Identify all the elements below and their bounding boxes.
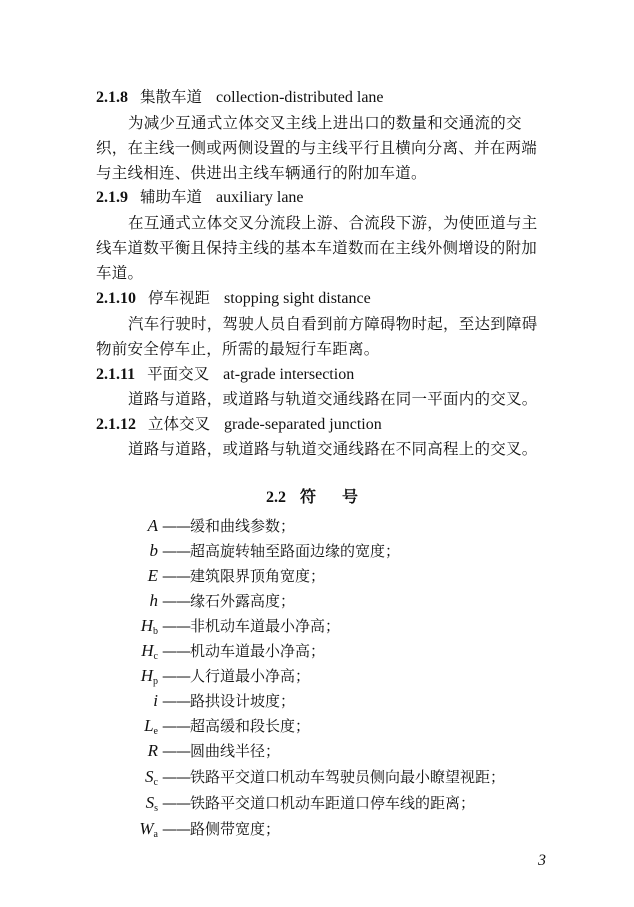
symbol-description: ——人行道最小净高；	[162, 667, 311, 685]
symbol-row	[110, 515, 570, 537]
definition-line: 道路与道路，或道路与轨道交通线路在同一平面内的交叉。	[128, 390, 538, 408]
symbol-row	[110, 740, 570, 762]
symbol-description: ——路侧带宽度；	[162, 820, 281, 838]
symbol: $L_e$	[144, 716, 158, 737]
symbol-description: ——圆曲线半径；	[162, 742, 281, 760]
symbol: i	[153, 691, 158, 710]
section-heading: 符号	[300, 487, 385, 506]
symbol-description: ——超高旋转轴至路面边缘的宽度；	[162, 542, 401, 560]
symbol: b	[149, 541, 158, 560]
symbol-description: ——机动车道最小净高；	[162, 642, 326, 660]
page-number: 3	[538, 852, 546, 869]
definition-line: 在互通式立体交叉分流段上游、合流段下游，为使匝道与主	[128, 214, 538, 232]
term-heading	[96, 363, 354, 386]
symbol: E	[147, 566, 158, 585]
term-chinese: 集散车道	[140, 88, 203, 106]
term-number: 2.1.10	[96, 290, 136, 307]
term-chinese: 停车视距	[148, 289, 211, 307]
term-chinese: 立体交叉	[148, 415, 211, 433]
symbol: $H_p$	[140, 666, 158, 687]
symbol-description: ——铁路平交道口机动车驾驶员侧向最小瞭望视距；	[162, 768, 506, 786]
definition-line: 与主线相连、供进出主线车辆通行的附加车道。	[96, 164, 427, 182]
term-heading	[96, 413, 382, 436]
symbol-description: ——缓和曲线参数；	[162, 517, 296, 535]
symbol-row	[110, 715, 570, 737]
term-english: stopping sight distance	[224, 290, 371, 307]
symbol-description: ——超高缓和段长度；	[162, 717, 311, 735]
symbol-description: ——非机动车道最小净高；	[162, 617, 341, 635]
symbol: A	[147, 516, 158, 535]
symbol-row	[110, 540, 570, 562]
symbol-description: ——缘石外露高度；	[162, 592, 296, 610]
symbol: $H_c$	[141, 641, 158, 662]
term-english: collection-distributed lane	[216, 89, 384, 106]
term-number: 2.1.9	[96, 189, 128, 206]
definition-line: 道路与道路，或道路与轨道交通线路在不同高程上的交叉。	[128, 440, 538, 458]
symbol-row	[110, 640, 570, 662]
section-number: 2.2	[266, 489, 286, 506]
symbol: h	[149, 591, 158, 610]
definition-line: 织，在主线一侧或两侧设置的与主线平行且横向分离、并在两端	[96, 139, 538, 157]
term-heading	[96, 186, 304, 209]
definition-line: 线车道数平衡且保持主线的基本车道数而在主线外侧增设的附加	[96, 239, 538, 257]
term-heading	[96, 86, 384, 109]
definition-line: 为减少互通式立体交叉主线上进出口的数量和交通流的交	[128, 114, 522, 132]
symbol-row	[110, 665, 570, 687]
definition-line: 汽车行驶时，驾驶人员自看到前方障碍物时起，至达到障碍	[128, 315, 538, 333]
term-number: 2.1.8	[96, 89, 128, 106]
term-heading	[96, 287, 371, 310]
symbol-row	[110, 766, 570, 788]
symbol-row	[110, 565, 570, 587]
definition-line: 车道。	[96, 264, 144, 282]
symbol-description: ——建筑限界顶角宽度；	[162, 567, 326, 585]
symbol-row	[110, 690, 570, 712]
term-english: at-grade intersection	[223, 366, 355, 383]
symbol-row	[110, 792, 570, 814]
term-number: 2.1.11	[96, 366, 136, 383]
symbol-row	[110, 615, 570, 637]
symbol: R	[147, 741, 158, 760]
term-number: 2.1.12	[96, 416, 136, 433]
term-chinese: 辅助车道	[140, 188, 203, 206]
symbol: $W_a$	[139, 819, 158, 840]
symbol: $S_c$	[145, 767, 158, 788]
symbol: $S_s$	[145, 793, 158, 814]
symbol-row	[110, 590, 570, 612]
section-title	[266, 484, 384, 507]
symbol-description: ——路拱设计坡度；	[162, 692, 296, 710]
term-english: grade-separated junction	[224, 416, 382, 433]
symbol-description: ——铁路平交道口机动车距道口停车线的距离；	[162, 794, 476, 812]
term-english: auxiliary lane	[216, 189, 304, 206]
term-chinese: 平面交叉	[147, 365, 210, 383]
symbol-row	[110, 818, 570, 840]
symbol: $H_b$	[140, 616, 158, 637]
definition-line: 物前安全停车止，所需的最短行车距离。	[96, 340, 380, 358]
